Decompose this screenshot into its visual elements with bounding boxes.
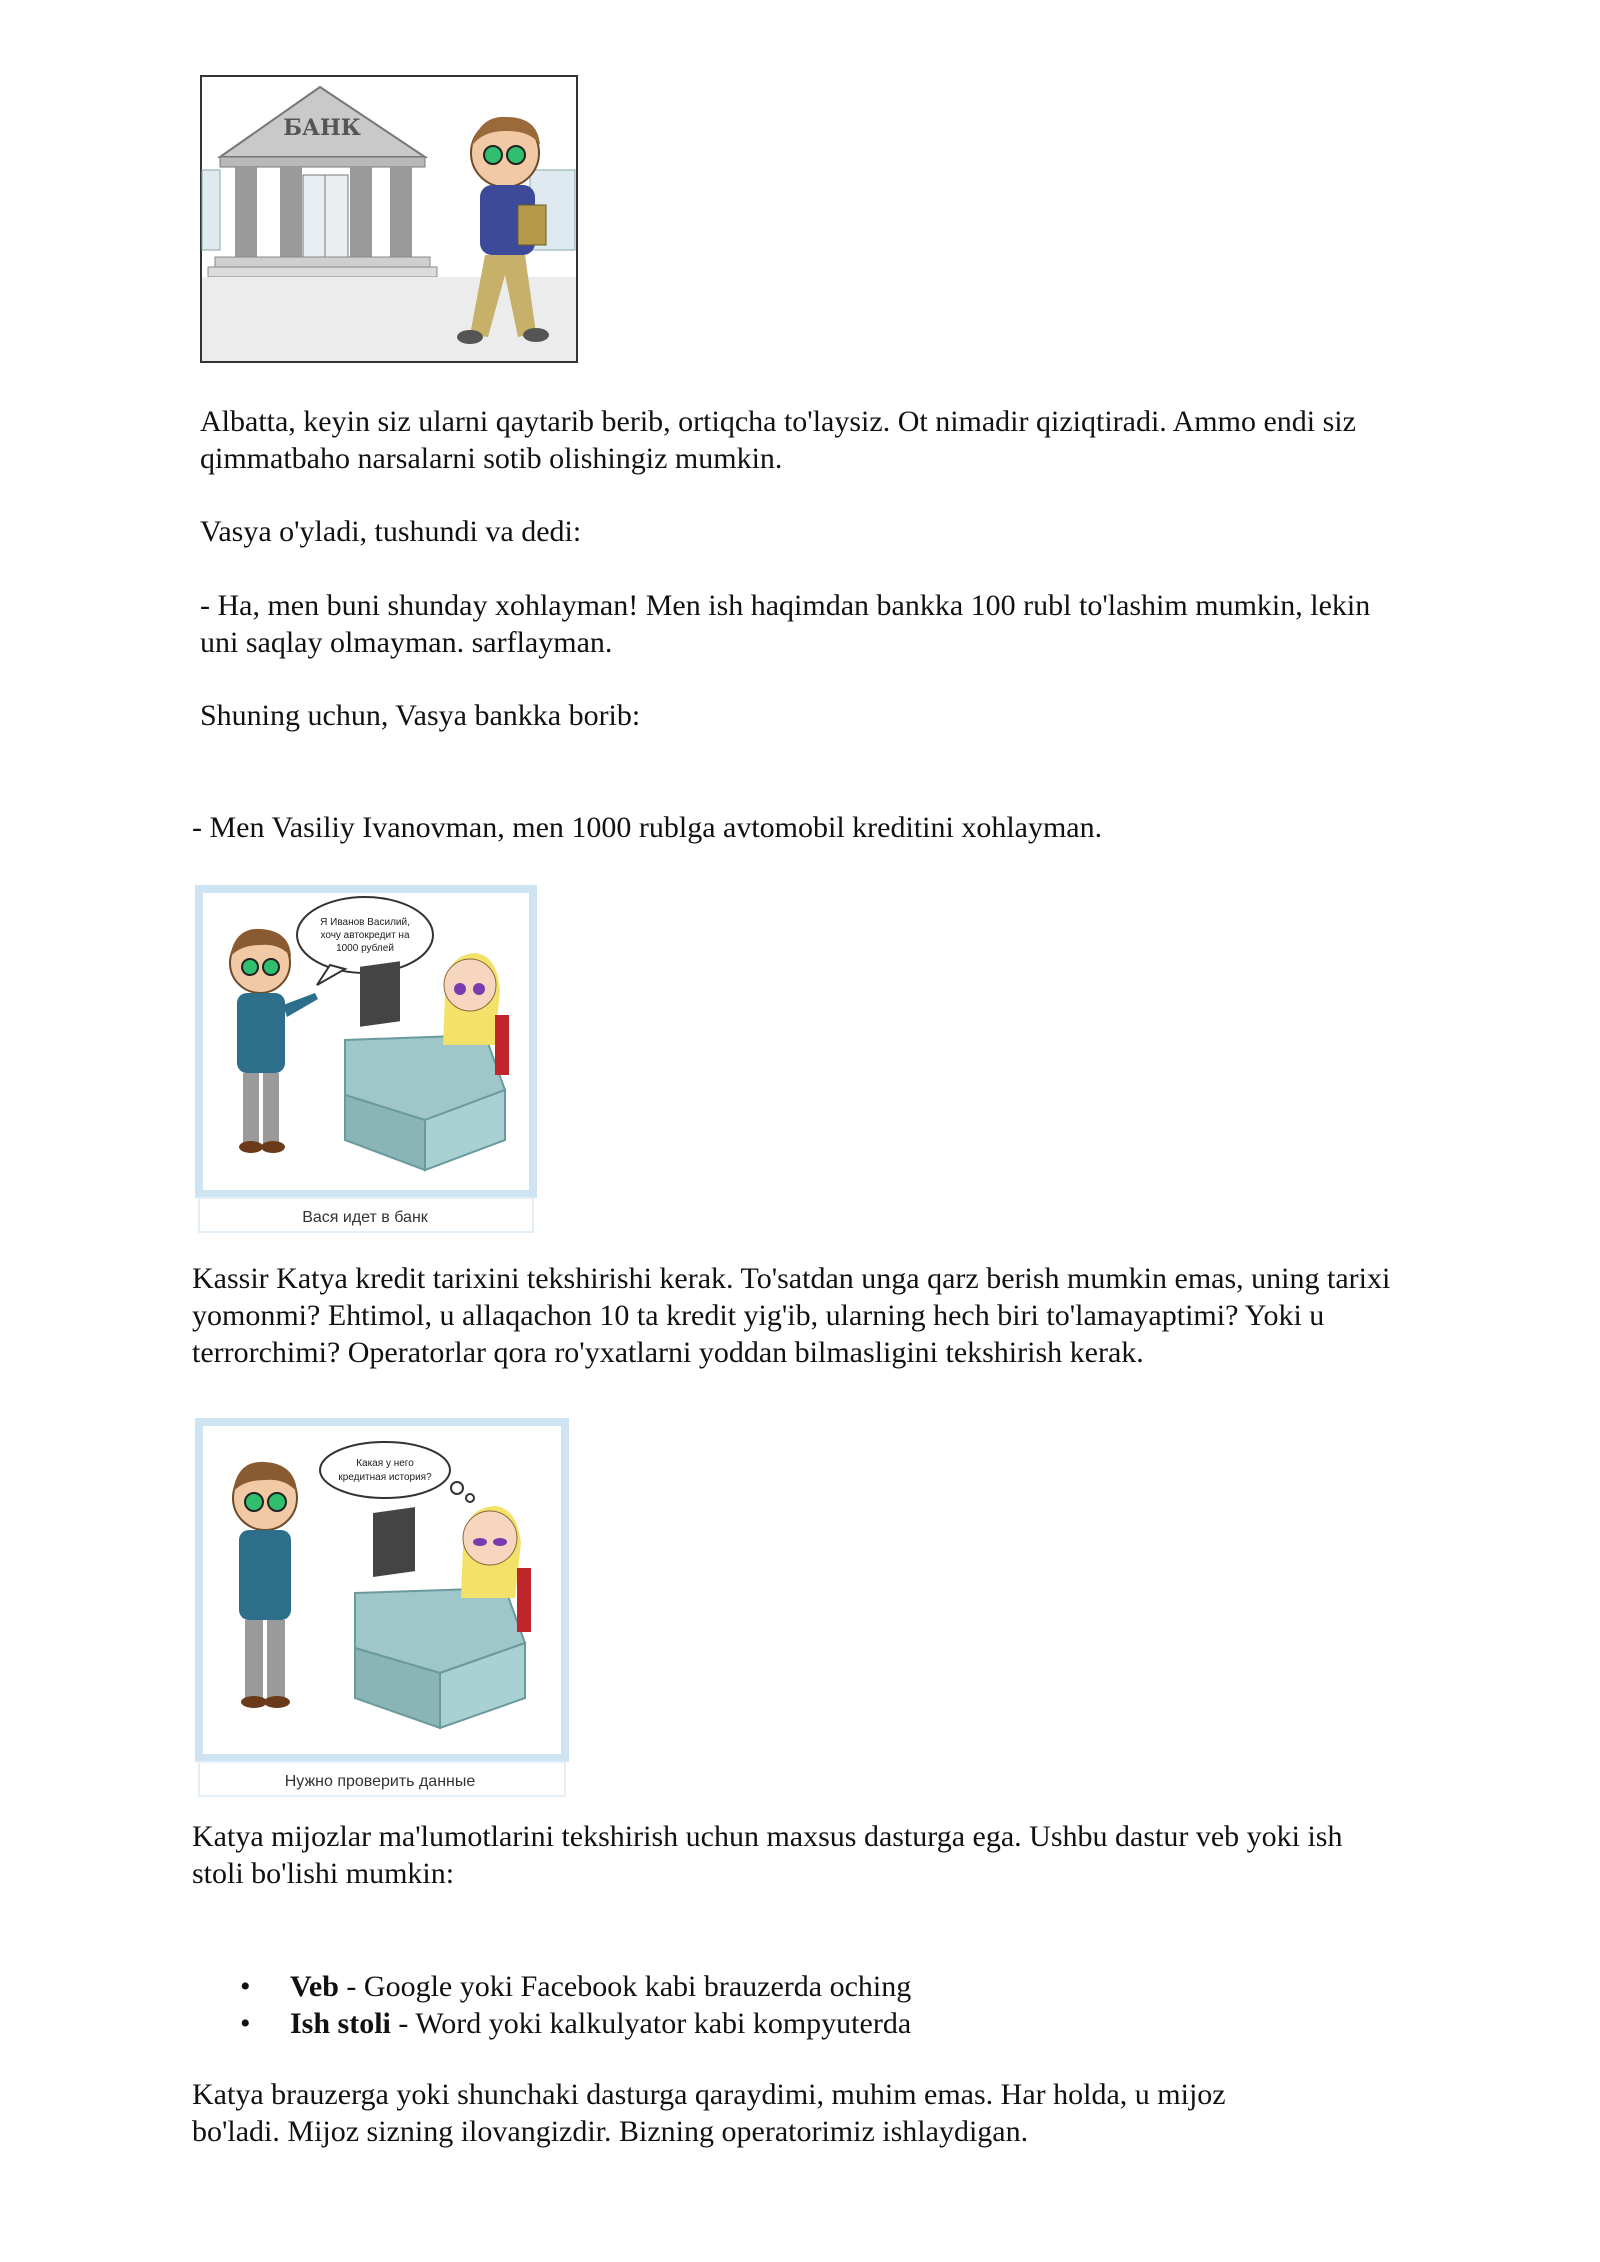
paragraph: Shuning uchun, Vasya bankka borib:: [200, 699, 641, 732]
comic-check-data: [195, 1418, 569, 1798]
svg-text:хочу автокредит на: хочу автокредит на: [320, 930, 410, 941]
comic-caption: Вася идет в банк: [302, 1209, 428, 1226]
list-item: • Veb - Google yoki Facebook kabi brauzerda oching: [240, 1970, 912, 2003]
paragraph: Katya brauzerga yoki shunchaki dasturga qaraydimi, muhim emas. Har holda, u mijoz bo'ladi. Mijoz sizning ilovangizdir. Bizning operatorimiz ishlaydigan.: [192, 2078, 1226, 2148]
bullet-marker: •: [240, 2007, 251, 2040]
bank-sign: БАНК: [283, 115, 361, 141]
svg-text:Я Иванов Василий,: Я Иванов Василий,: [320, 917, 410, 928]
paragraph: - Ha, men buni shunday xohlayman! Men ish haqimdan bankka 100 rubl to'lashim mumkin, lekin uni saqlay olmayman. sarflayman.: [200, 589, 1371, 659]
svg-text:Какая у него: Какая у него: [356, 1458, 414, 1469]
paragraph: Albatta, keyin siz ularni qaytarib berib, ortiqcha to'laysiz. Ot nimadir qiziqtiradi. Ammo endi siz qimmatbaho narsalarni sotib olishingiz mumkin.: [200, 405, 1356, 475]
svg-text:1000 рублей: 1000 рублей: [336, 943, 394, 954]
comic-bank-visit: [195, 885, 537, 1235]
bullet-list: [240, 1968, 911, 2042]
paragraph: Katya mijozlar ma'lumotlarini tekshirish uchun maxsus dasturga ega. Ushbu dastur veb yoki ish stoli bo'lishi mumkin:: [192, 1820, 1343, 1890]
list-item: • Ish stoli - Word yoki kalkulyator kabi kompyuterda: [240, 2007, 912, 2040]
paragraph: - Men Vasiliy Ivanovman, men 1000 rublga avtomobil kreditini xohlayman.: [192, 811, 1103, 844]
comic-caption: Нужно проверить данные: [284, 1773, 476, 1790]
bullet-marker: •: [240, 1970, 251, 2003]
paragraph: Kassir Katya kredit tarixini tekshirishi kerak. To'satdan unga qarz berish mumkin emas, uning tarixi yomonmi? Ehtimol, u allaqachon 10 ta kredit yig'ib, ularning hech biri to'lamayaptimi? Yoki u terrorchimi? Operatorlar qora ro'yxatlarni yoddan bilmasligini tekshirish kerak.: [192, 1262, 1391, 1369]
svg-text:кредитная история?: кредитная история?: [338, 1472, 432, 1483]
bank-illustration: [200, 75, 578, 363]
paragraph: Vasya o'yladi, tushundi va dedi:: [200, 515, 582, 548]
